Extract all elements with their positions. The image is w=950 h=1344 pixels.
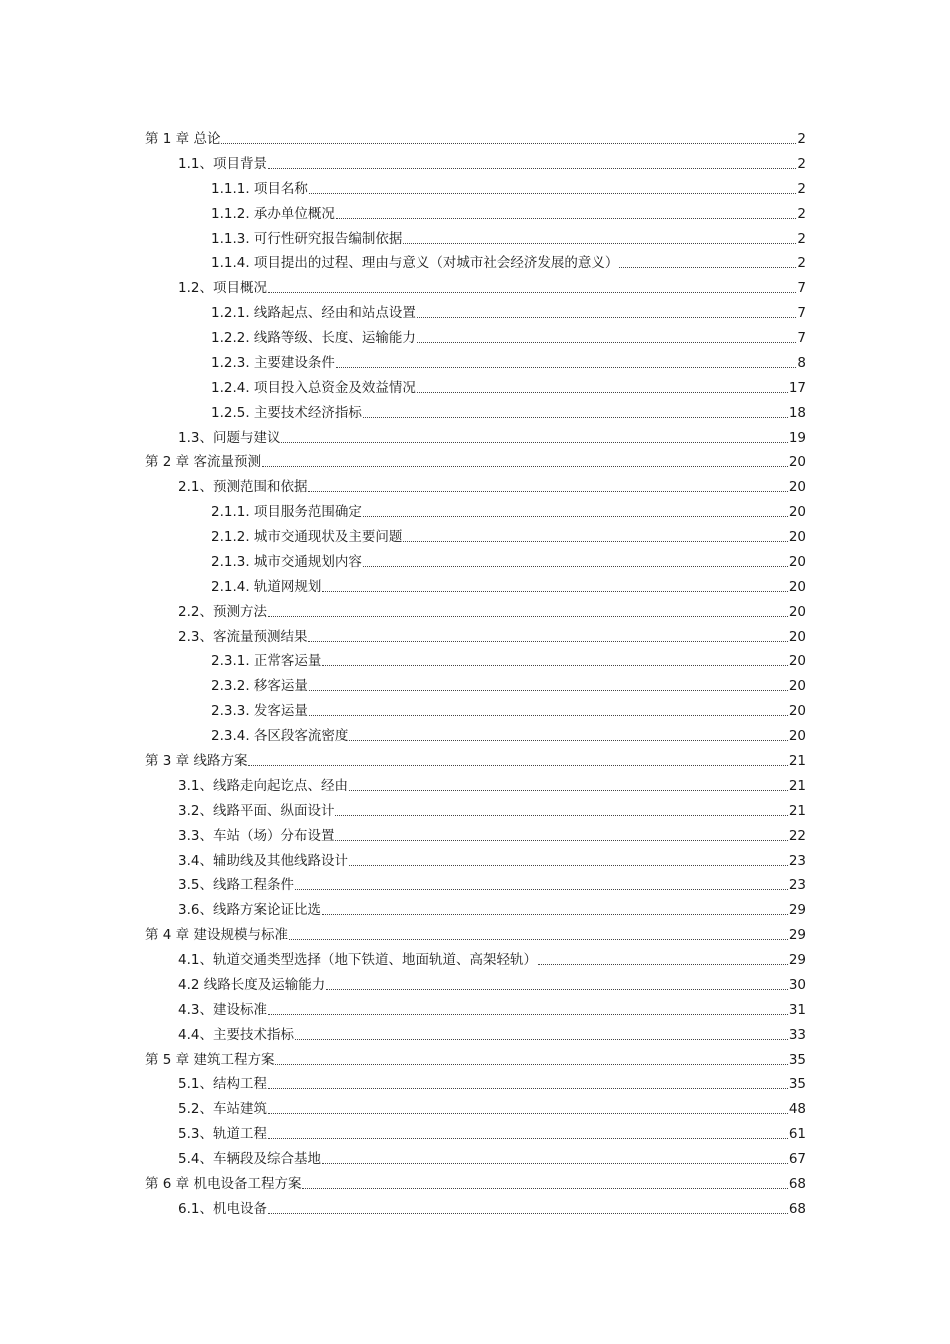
toc-entry-page-number: 20 [788,504,806,521]
toc-entry-page-number: 67 [788,1151,806,1168]
toc-entry-title: 2.1.3. 城市交通规划内容 [211,553,362,570]
toc-entry[interactable] [211,199,806,223]
toc-dot-leader [349,789,788,791]
toc-entry[interactable] [178,1020,806,1044]
toc-entry-page-number: 21 [788,802,806,819]
toc-entry-page-number: 18 [788,404,806,421]
toc-entry[interactable] [178,945,806,969]
toc-entry[interactable] [178,423,806,447]
toc-entry[interactable] [145,447,806,471]
toc-entry-title: 第 6 章 机电设备工程方案 [145,1175,302,1192]
toc-dot-leader [336,217,796,219]
toc-dot-leader [417,341,796,343]
toc-entry[interactable] [211,547,806,571]
toc-dot-leader [268,1087,788,1089]
toc-dot-leader [349,864,788,866]
toc-entry-page-number: 29 [788,952,806,969]
toc-entry-page-number: 17 [788,379,806,396]
toc-entry-page-number: 2 [797,131,806,147]
toc-entry-page-number: 68 [788,1175,806,1192]
toc-entry-title: 5.4、车辆段及综合基地 [178,1151,321,1168]
toc-entry-title: 3.2、线路平面、纵面设计 [178,802,335,819]
toc-entry[interactable] [178,771,806,795]
toc-dot-leader [322,664,787,666]
toc-entry[interactable] [178,1119,806,1143]
toc-entry-page-number: 8 [797,354,806,371]
toc-dot-leader [335,814,787,816]
toc-entry-page-number: 7 [797,330,806,347]
toc-entry-title: 2.1.4. 轨道网规划 [211,578,322,595]
toc-dot-leader [268,1112,788,1114]
toc-dot-leader [248,764,787,766]
toc-dot-leader [309,714,788,716]
toc-entry-page-number: 22 [788,827,806,844]
toc-entry-title: 2.3.4. 各区段客流密度 [211,728,349,745]
toc-entry[interactable] [211,522,806,546]
toc-entry-title: 3.4、辅助线及其他线路设计 [178,852,348,869]
toc-entry-title: 3.3、车站（场）分布设置 [178,827,335,844]
toc-entry-title: 5.2、车站建筑 [178,1101,267,1118]
toc-dot-leader [281,441,787,443]
toc-dot-leader [221,142,796,144]
toc-entry-page-number: 30 [788,976,806,993]
toc-entry[interactable] [211,224,806,248]
toc-entry-title: 4.1、轨道交通类型选择（地下铁道、地面轨道、高架轻轨） [178,952,537,969]
toc-dot-leader [336,366,796,368]
toc-dot-leader [322,1162,788,1164]
toc-entry-title: 1.1.1. 项目名称 [211,180,308,197]
toc-dot-leader [289,938,788,940]
toc-entry[interactable] [178,821,806,845]
toc-dot-leader [417,391,788,393]
toc-entry[interactable] [211,572,806,596]
toc-entry[interactable] [211,248,806,272]
toc-entry[interactable] [178,895,806,919]
toc-entry-title: 第 1 章 总论 [145,131,221,147]
toc-entry-title: 2.3、客流量预测结果 [178,628,308,645]
toc-dot-leader [363,416,788,418]
toc-entry[interactable] [145,1169,806,1193]
toc-dot-leader [268,1013,788,1015]
toc-entry-page-number: 20 [788,703,806,720]
toc-entry-title: 第 4 章 建设规模与标准 [145,927,288,944]
toc-entry-title: 4.4、主要技术指标 [178,1026,294,1043]
toc-dot-leader [295,1038,788,1040]
toc-entry-title: 2.1、预测范围和依据 [178,479,308,496]
toc-entry-title: 1.2、项目概况 [178,280,267,297]
toc-dot-leader [349,739,787,741]
toc-entry-title: 1.2.4. 项目投入总资金及效益情况 [211,379,416,396]
toc-entry-title: 2.3.3. 发客运量 [211,703,308,720]
toc-entry-page-number: 20 [788,678,806,695]
toc-entry-page-number: 21 [788,753,806,769]
toc-entry-page-number: 20 [788,479,806,496]
toc-dot-leader [326,988,788,990]
toc-entry-title: 2.3.2. 移客运量 [211,678,308,695]
toc-entry[interactable] [178,597,806,621]
toc-entry-title: 2.3.1. 正常客运量 [211,653,322,670]
toc-dot-leader [417,316,796,318]
toc-dot-leader [268,615,788,617]
toc-entry[interactable] [211,721,806,745]
toc-dot-leader [403,540,787,542]
toc-dot-leader [262,465,788,467]
toc-dot-leader [322,913,788,915]
toc-entry-title: 2.1.2. 城市交通现状及主要问题 [211,529,403,546]
toc-entry-page-number: 21 [788,777,806,794]
toc-dot-leader [295,888,788,890]
toc-entry-page-number: 19 [788,429,806,446]
toc-entry-page-number: 20 [788,553,806,570]
toc-entry-title: 2.2、预测方法 [178,603,267,620]
toc-entry-title: 5.3、轨道工程 [178,1126,267,1143]
toc-dot-leader [403,242,796,244]
toc-entry[interactable] [178,870,806,894]
toc-entry-title: 1.2.2. 线路等级、长度、运输能力 [211,330,416,347]
toc-entry[interactable] [145,746,806,770]
toc-entry-title: 6.1、机电设备 [178,1200,267,1217]
toc-dot-leader [363,515,788,517]
toc-entry[interactable] [178,622,806,646]
toc-entry[interactable] [178,472,806,496]
toc-entry[interactable] [211,298,806,322]
toc-entry[interactable] [178,1094,806,1118]
toc-entry-title: 1.1.3. 可行性研究报告编制依据 [211,230,403,247]
toc-entry-title: 1.1.2. 承办单位概况 [211,205,335,222]
toc-entry-page-number: 2 [797,255,806,272]
toc-entry-page-number: 20 [788,578,806,595]
toc-entry-title: 第 2 章 客流量预测 [145,454,261,471]
toc-entry[interactable] [211,671,806,695]
toc-dot-leader [322,590,787,592]
toc-entry[interactable] [211,323,806,347]
toc-entry-page-number: 20 [788,653,806,670]
toc-entry-page-number: 20 [788,728,806,745]
toc-entry-page-number: 2 [797,230,806,247]
toc-entry-title: 4.2 线路长度及运输能力 [178,976,326,993]
toc-dot-leader [308,640,787,642]
toc-entry[interactable] [211,373,806,397]
toc-entry[interactable] [145,1045,806,1069]
toc-entry-page-number: 23 [788,877,806,894]
toc-dot-leader [268,1137,788,1139]
toc-entry-page-number: 2 [797,205,806,222]
toc-entry[interactable] [211,348,806,372]
toc-entry-page-number: 35 [788,1076,806,1093]
toc-entry-title: 3.5、线路工程条件 [178,877,294,894]
toc-entry-title: 5.1、结构工程 [178,1076,267,1093]
toc-entry-page-number: 20 [788,454,806,471]
toc-entry-page-number: 2 [797,180,806,197]
toc-dot-leader [308,490,787,492]
toc-entry-page-number: 20 [788,628,806,645]
toc-entry[interactable] [211,174,806,198]
toc-dot-leader [309,689,788,691]
toc-dot-leader [538,963,788,965]
toc-entry-title: 4.3、建设标准 [178,1001,267,1018]
toc-entry[interactable] [178,273,806,297]
toc-entry[interactable] [178,1194,806,1218]
toc-entry-page-number: 29 [788,902,806,919]
toc-entry-page-number: 31 [788,1001,806,1018]
toc-entry-page-number: 35 [788,1051,806,1068]
toc-entry-title: 1.2.3. 主要建设条件 [211,354,335,371]
toc-entry-title: 1.2.1. 线路起点、经由和站点设置 [211,305,416,322]
toc-entry-page-number: 7 [797,305,806,322]
toc-entry-title: 第 5 章 建筑工程方案 [145,1051,275,1068]
toc-entry[interactable] [145,124,806,148]
toc-entry[interactable] [211,696,806,720]
toc-entry-page-number: 20 [788,603,806,620]
toc-entry-page-number: 20 [788,529,806,546]
toc-dot-leader [619,266,796,268]
toc-entry-page-number: 61 [788,1126,806,1143]
toc-entry-title: 3.1、线路走向起讫点、经由 [178,777,348,794]
toc-dot-leader [302,1187,787,1189]
toc-entry[interactable] [178,1069,806,1093]
toc-entry[interactable] [178,149,806,173]
toc-dot-leader [268,167,796,169]
toc-entry[interactable] [178,970,806,994]
toc-dot-leader [335,839,787,841]
toc-entry[interactable] [178,995,806,1019]
toc-entry[interactable] [178,796,806,820]
toc-dot-leader [275,1063,787,1065]
toc-entry[interactable] [211,646,806,670]
toc-entry-title: 2.1.1. 项目服务范围确定 [211,504,362,521]
toc-entry-page-number: 2 [797,155,806,172]
toc-entry[interactable] [211,497,806,521]
toc-entry-title: 1.3、问题与建议 [178,429,281,446]
toc-entry[interactable] [145,920,806,944]
toc-dot-leader [268,1212,788,1214]
toc-entry-page-number: 7 [797,280,806,297]
toc-entry-page-number: 29 [788,927,806,944]
toc-entry-page-number: 23 [788,852,806,869]
toc-entry[interactable] [211,398,806,422]
toc-entry-title: 1.2.5. 主要技术经济指标 [211,404,362,421]
toc-entry[interactable] [178,846,806,870]
toc-entry-title: 1.1、项目背景 [178,155,267,172]
toc-entry-title: 3.6、线路方案论证比选 [178,902,321,919]
toc-entry-page-number: 33 [788,1026,806,1043]
toc-dot-leader [268,291,796,293]
toc-entry-page-number: 48 [788,1101,806,1118]
toc-entry-page-number: 68 [788,1200,806,1217]
toc-entry[interactable] [178,1144,806,1168]
toc-dot-leader [363,565,788,567]
toc-entry-title: 1.1.4. 项目提出的过程、理由与意义（对城市社会经济发展的意义） [211,255,619,272]
toc-entry-title: 第 3 章 线路方案 [145,753,248,769]
toc-dot-leader [309,192,796,194]
